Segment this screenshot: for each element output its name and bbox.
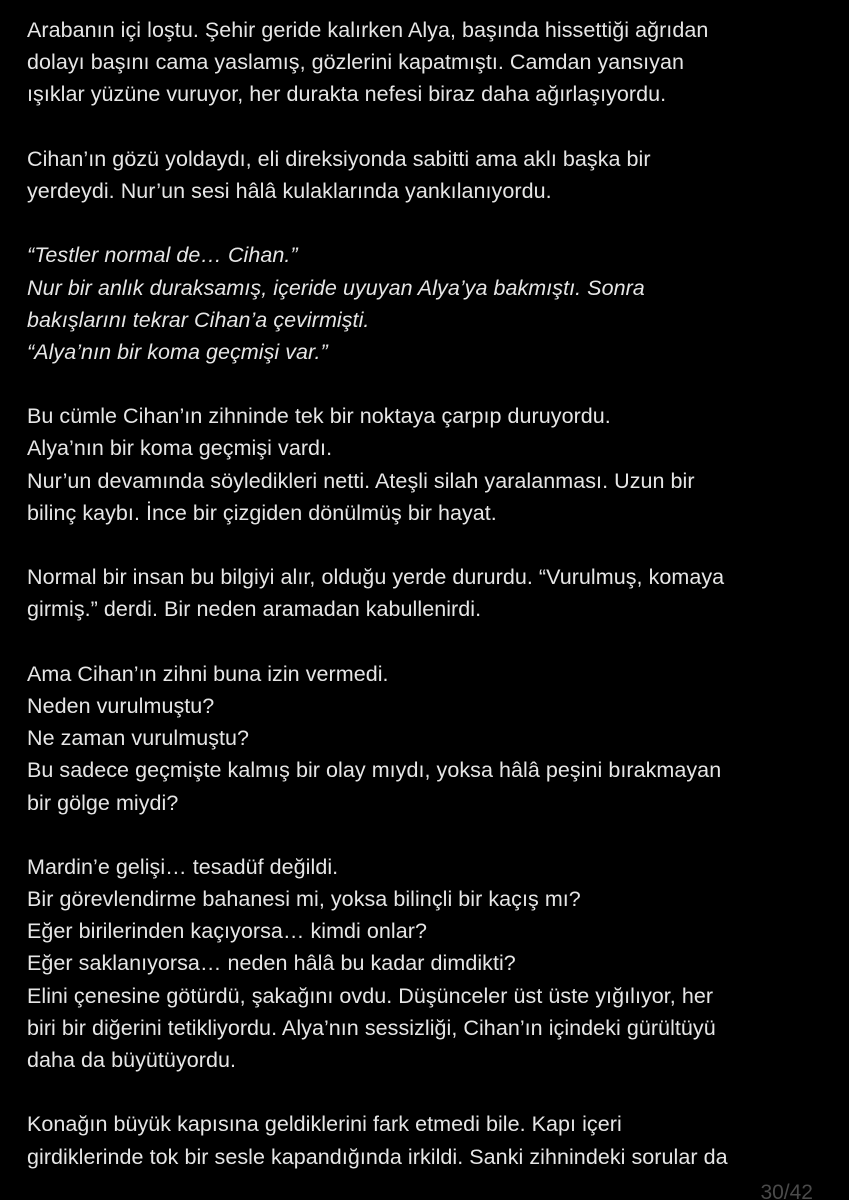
text-line: daha da büyütüyordu. (27, 1048, 236, 1072)
text-line: dolayı başını cama yaslamış, gözlerini kapatmıştı. Camdan yansıyan (27, 50, 684, 75)
text-line: Elini çenesine götürdü, şakağını ovdu. Düşünceler üst üste yığılıyor, her (27, 983, 714, 1008)
text-line: yerdeydi. Nur’un sesi hâlâ kulaklarında yankılanıyordu. (27, 178, 552, 203)
text-line: biri bir diğerini tetikliyordu. Alya’nın sessizliği, Cihan’ın içindeki gürültüyü (27, 1015, 716, 1040)
text-line: Nur’un devamında söyledikleri netti. Ateşli silah yaralanması. Uzun bir (27, 468, 695, 493)
paragraph-gap (27, 1076, 827, 1108)
text-line: Eğer birilerinden kaçıyorsa… kimdi onlar? (27, 919, 427, 944)
text-line: Bu sadece geçmişte kalmış bir olay mıydı, yoksa hâlâ peşini bırakmayan (27, 758, 722, 783)
page-counter: 30/42 (760, 1181, 813, 1200)
reader-text (27, 14, 827, 1173)
text-line: bir gölge miydi? (27, 790, 179, 815)
paragraph-gap (27, 529, 827, 561)
dialogue-line: Nur bir anlık duraksamış, içeride uyuyan Alya’ya bakmıştı. Sonra (27, 275, 645, 300)
text-line: bilinç kaybı. İnce bir çizgiden dönülmüş bir hayat. (27, 500, 497, 525)
text-line: Bir görevlendirme bahanesi mi, yoksa bilinçli bir kaçış mı? (27, 887, 581, 912)
paragraph-gap (27, 819, 827, 851)
text-line: Cihan’ın gözü yoldaydı, eli direksiyonda sabitti ama aklı başka bir (27, 146, 651, 171)
text-line: Ne zaman vurulmuştu? (27, 726, 250, 751)
text-line: Normal bir insan bu bilgiyi alır, olduğu yerde dururdu. “Vurulmuş, komaya (27, 565, 725, 590)
dialogue-line: bakışlarını tekrar Cihan’a çevirmişti. (27, 307, 370, 332)
text-line: Bu cümle Cihan’ın zihninde tek bir noktaya çarpıp duruyordu. (27, 404, 611, 429)
paragraph-gap (27, 368, 827, 400)
text-line: ışıklar yüzüne vuruyor, her durakta nefesi biraz daha ağırlaşıyordu. (27, 82, 667, 107)
dialogue-line: “Testler normal de… Cihan.” (27, 243, 298, 268)
text-line: girmiş.” derdi. Bir neden aramadan kabullenirdi. (27, 597, 482, 622)
text-line: girdiklerinde tok bir sesle kapandığında irkildi. Sanki zihnindeki sorular da (27, 1144, 728, 1169)
text-line: Konağın büyük kapısına geldiklerini fark etmedi bile. Kapı içeri (27, 1112, 622, 1137)
paragraph-gap (27, 111, 827, 143)
paragraph-gap (27, 207, 827, 239)
text-line: Eğer saklanıyorsa… neden hâlâ bu kadar dimdikti? (27, 951, 516, 976)
text-line: Alya’nın bir koma geçmişi vardı. (27, 436, 333, 461)
text-line: Mardin’e gelişi… tesadüf değildi. (27, 854, 339, 879)
dialogue-line: “Alya’nın bir koma geçmişi var.” (27, 339, 328, 364)
text-line: Neden vurulmuştu? (27, 693, 215, 718)
text-line: Arabanın içi loştu. Şehir geride kalırken Alya, başında hissettiği ağrıdan (27, 18, 709, 42)
text-line: Ama Cihan’ın zihni buna izin vermedi. (27, 661, 389, 686)
paragraph-gap (27, 626, 827, 658)
